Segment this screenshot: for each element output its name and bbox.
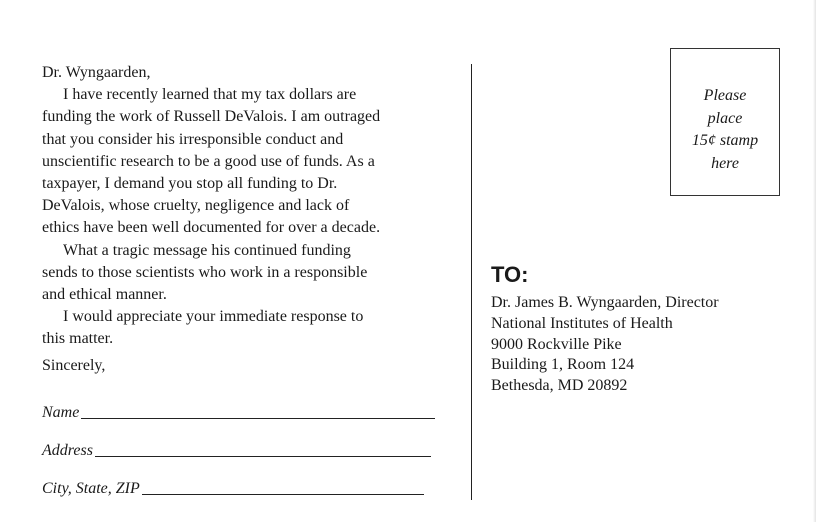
name-line[interactable] bbox=[81, 418, 435, 419]
address-line: National Institutes of Health bbox=[491, 314, 673, 332]
city-state-zip-label: City, State, ZIP bbox=[42, 480, 140, 497]
stamp-text-line: Please bbox=[703, 87, 747, 104]
name-field[interactable] bbox=[42, 404, 435, 422]
address-line: Building 1, Room 124 bbox=[491, 356, 635, 374]
vertical-divider bbox=[471, 64, 472, 500]
letter-line: I would appreciate your immediate response to bbox=[63, 308, 364, 326]
address-field[interactable] bbox=[42, 442, 431, 460]
to-label: TO: bbox=[491, 262, 529, 287]
letter-line: I have recently learned that my tax dollars are bbox=[63, 86, 357, 104]
stamp-text-line: place bbox=[707, 109, 743, 127]
letter-line: ethics have been well documented for over a decade. bbox=[42, 219, 381, 237]
paragraph-3 bbox=[42, 306, 462, 350]
letter-body bbox=[42, 62, 462, 377]
city-state-zip-line[interactable] bbox=[142, 494, 424, 495]
letter-line: What a tragic message his continued funding bbox=[63, 241, 351, 259]
letter-line: sends to those scientists who work in a responsible bbox=[42, 263, 368, 281]
stamp-box bbox=[670, 48, 780, 196]
stamp-text-line: here bbox=[711, 154, 739, 172]
letter-line: that you consider his irresponsible conduct and bbox=[42, 130, 344, 148]
address-label: Address bbox=[42, 442, 93, 459]
recipient-address bbox=[491, 293, 719, 397]
letter-line: and ethical manner. bbox=[42, 286, 167, 304]
salutation: Dr. Wyngaarden, bbox=[42, 64, 151, 81]
address-line: Bethesda, MD 20892 bbox=[491, 377, 628, 395]
address-line: 9000 Rockville Pike bbox=[491, 335, 622, 353]
address-line[interactable] bbox=[95, 456, 431, 457]
stamp-text-line: 15¢ stamp bbox=[691, 132, 759, 149]
name-label: Name bbox=[42, 404, 80, 421]
letter-line: this matter. bbox=[42, 330, 114, 348]
city-state-zip-field[interactable] bbox=[42, 480, 424, 498]
paragraph-2 bbox=[42, 240, 462, 307]
letter-line: DeValois, whose cruelty, negligence and lack of bbox=[42, 197, 350, 215]
letter-line: unscientific research to be a good use of funds. As a bbox=[42, 152, 375, 170]
letter-line: funding the work of Russell DeValois. I am outraged bbox=[42, 108, 381, 126]
address-line: Dr. James B. Wyngaarden, Director bbox=[491, 294, 719, 311]
paragraph-1 bbox=[42, 84, 462, 239]
closing: Sincerely, bbox=[42, 356, 106, 374]
letter-line: taxpayer, I demand you stop all funding to Dr. bbox=[42, 175, 338, 193]
